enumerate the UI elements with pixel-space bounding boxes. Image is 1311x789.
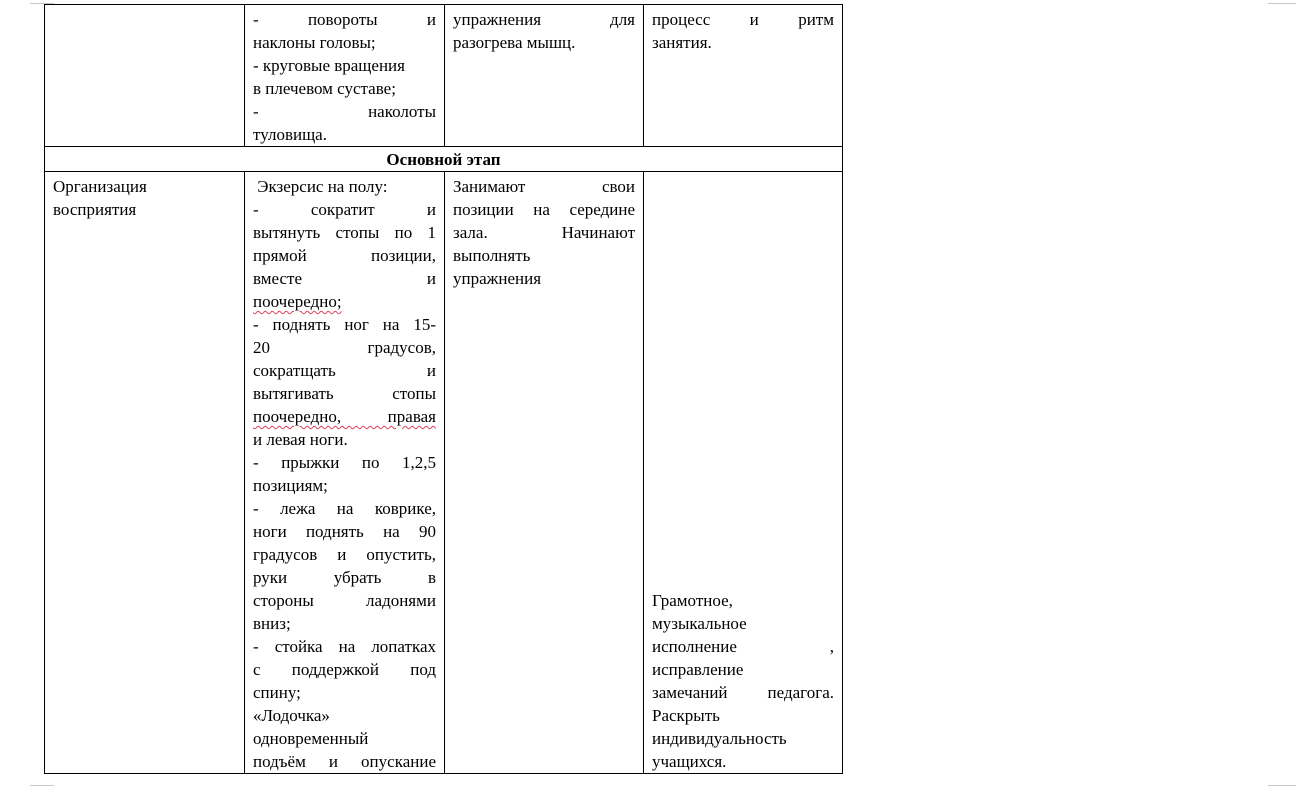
cell-line: спину; <box>253 683 301 702</box>
table-row-warmup <box>45 5 843 147</box>
cell-student-activity <box>445 172 644 774</box>
cell-line: сократщать и <box>253 361 436 380</box>
cell-line: и левая ноги. <box>253 430 348 449</box>
cell-line: замечаний педагога. <box>652 683 834 702</box>
cell-line: - прыжки по 1,2,5 <box>253 453 436 472</box>
cell-line: туловища. <box>253 125 327 144</box>
crop-mark-top-right-h <box>1268 3 1296 4</box>
cell-line: разогрева мышц. <box>453 33 576 52</box>
table-row-section-header <box>45 147 843 172</box>
cell-student-activity <box>445 5 644 147</box>
cell-line: - лежа на коврике, <box>253 499 436 518</box>
cell-line: вытянуть стопы по 1 <box>253 223 436 242</box>
cell-line: стороны ладонями <box>253 591 436 610</box>
cell-stage <box>45 172 245 774</box>
misspelled-word: поочередно, правая <box>253 407 436 426</box>
cell-line: прямой позиции, <box>253 246 436 265</box>
cell-line: исполнение , <box>652 637 834 656</box>
cell-line: позициям; <box>253 476 328 495</box>
cell-line: в плечевом суставе; <box>253 79 396 98</box>
cell-line: процесс и ритм <box>652 10 834 29</box>
cell-line: музыкальное <box>652 614 747 633</box>
cell-line: Организация <box>53 177 147 196</box>
cell-line: вытягивать стопы <box>253 384 436 403</box>
cell-line: руки убрать в <box>253 568 436 587</box>
cell-line: Грамотное, <box>652 591 733 610</box>
cell-line: ноги поднять на 90 <box>253 522 436 541</box>
cell-line: вместе и <box>253 269 436 288</box>
cell-line: - наколоты <box>253 102 436 121</box>
cell-line: Раскрыть <box>652 706 720 725</box>
cell-line: подъём и опускание <box>253 752 436 771</box>
cell-line: наклоны головы; <box>253 33 376 52</box>
cell-line: Занимают свои <box>453 177 635 196</box>
cell-result <box>644 5 843 147</box>
cell-line: - стойка на лопатках <box>253 637 436 656</box>
crop-mark-bottom-left-h <box>30 785 54 786</box>
table-row-main <box>45 172 843 774</box>
cell-line: градусов и опустить, <box>253 545 436 564</box>
section-title: Основной этап <box>45 147 843 172</box>
cell-teacher-activity <box>245 172 445 774</box>
cell-line: исправление <box>652 660 744 679</box>
cell-line: упражнения для <box>453 10 635 29</box>
lesson-plan-table <box>44 4 843 774</box>
cell-teacher-activity <box>245 5 445 147</box>
cell-line: - повороты и <box>253 10 436 29</box>
cell-line: - поднять ног на 15- <box>253 315 436 334</box>
cell-line <box>253 405 436 428</box>
cell-result <box>644 172 843 774</box>
cell-line: с поддержкой под <box>253 660 436 679</box>
cell-line: занятия. <box>652 33 712 52</box>
cell-line: Экзерсис на полу: <box>253 177 388 196</box>
cell-line: 20 градусов, <box>253 338 436 357</box>
cell-line: упражнения <box>453 269 542 288</box>
cell-line: вниз; <box>253 614 291 633</box>
cell-line: - сократит и <box>253 200 436 219</box>
cell-line: «Лодочка» <box>253 706 330 725</box>
cell-line: зала. Начинают <box>453 223 635 242</box>
cell-line-misspelled: поочередно; <box>253 292 342 311</box>
cell-line: индивидуальность <box>652 729 787 748</box>
cell-stage <box>45 5 245 147</box>
cell-line: одновременный <box>253 729 369 748</box>
cell-line: позиции на середине <box>453 200 635 219</box>
crop-mark-bottom-right-h <box>1268 785 1296 786</box>
cell-line: учащихся. <box>652 752 727 771</box>
cell-line: - круговые вращения <box>253 56 405 75</box>
cell-line: восприятия <box>53 200 137 219</box>
cell-line: выполнять <box>453 246 531 265</box>
